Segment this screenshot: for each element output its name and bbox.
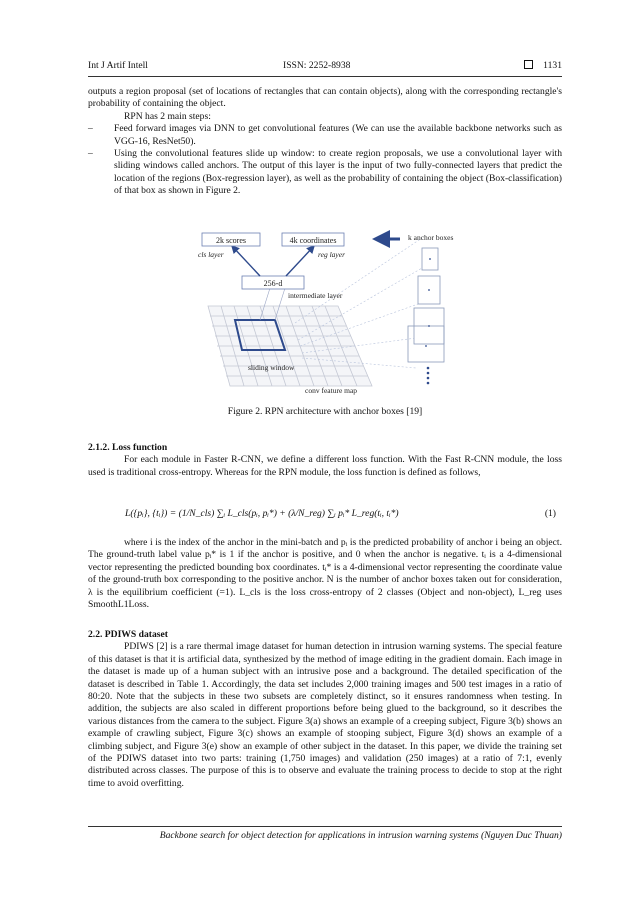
bullet-item	[88, 148, 562, 198]
section-pdiws	[88, 629, 562, 790]
intro-text	[88, 86, 562, 198]
section-loss-function	[88, 442, 562, 479]
bullet-item	[88, 123, 562, 148]
journal-name: Int J Artif Intell	[88, 60, 148, 71]
running-footer: Backbone search for object detection for applications in intrusion warning systems (Nguyen Duc Thuan)	[159, 830, 562, 841]
label-reg-layer: reg layer	[318, 250, 346, 259]
footer-rule	[88, 826, 562, 827]
checkbox-icon	[524, 60, 533, 69]
label-cls-layer: cls layer	[198, 250, 224, 259]
figure-caption: Figure 2. RPN architecture with anchor boxes [19]	[227, 406, 423, 417]
label-intermediate: intermediate layer	[288, 291, 343, 300]
label-256d: 256-d	[263, 279, 283, 288]
equation-1	[125, 508, 562, 519]
label-coords: 4k coordinates	[289, 236, 337, 245]
header-rule	[88, 76, 562, 77]
conv-feature-grid	[208, 306, 372, 386]
paragraph: outputs a region proposal (set of locations of rectangles that can contain objects), along with the corresponding rectangle's probability of containing the object.	[88, 86, 562, 110]
bullet-text: Feed forward images via DNN to get convolutional features (We can use the available backbone networks such as VGG-16, ResNet50).	[114, 123, 562, 147]
section-heading: 2.2. PDIWS dataset	[88, 629, 168, 640]
anchor-boxes	[408, 248, 444, 362]
paragraph: PDIWS [2] is a rare thermal image dataset for human detection in intrusion warning systems. The special feature of this dataset is that it is artificial data, synthesized by the method of image editing in the gradient domain. Each image in the dataset is made up of a human subject with an intrusive pose and a background. The detailed specification of the dataset is described in Table 1. Accordingly, the data set includes 2,000 training images and 500 test images in a ratio of 80:20. Note that the subjects in these two subsets are completely distinct, so it ensures randomness when testing. In addition, the subjects are also scaled in different proportions before being glued to the background, so it describes the various distances from the camera to the subject. Figure 3(a) shows an example of a creeping subject, Figure 3(b) shows an example of crawling subject, Figure 3(c) shows an example of stooping subject, Figure 3(d) shows an example of a climbing subject, and Figure 3(e) show an example of other subject in the dataset. In this paper, we divide the training set of the PDIWS dataset into two parts: training (1,750 images) and validation (250 images) at a ratio of 7:1, evenly distributed across classes. The purpose of this is to observe and evaluate the training process to decide to stop at the right time to avoid overfitting.	[88, 641, 562, 789]
page-number: 1131	[543, 60, 562, 71]
paragraph: where i is the index of the anchor in the mini-batch and pᵢ is the predicted probability of anchor i being an object. The ground-truth label value pᵢ* is 1 if the anchor is positive, and 0 when the anchor is negative. tᵢ is a 4-dimensional vector representing the predicted bounding box coordinates. tᵢ* is a 4-dimensional vector representing the coordinate value of the ground-truth box corresponding to the positive anchor. N is the number of anchor boxes taken out for consideration, λ is the equilibrium coefficient (=1). L_cls is the loss cross-entropy of 2 classes (Object and non-object), L_reg uses SmoothL1Loss.	[88, 537, 562, 611]
section-heading: 2.1.2. Loss function	[88, 442, 168, 453]
ellipsis-dots	[427, 367, 430, 385]
bullet-dash: –	[88, 148, 93, 160]
paragraph: RPN has 2 main steps:	[124, 110, 211, 122]
label-sliding-window: sliding window	[248, 363, 295, 372]
bullet-text: Using the convolutional features slide up window: to create region proposals, we use a convolutional layer with sliding windows called anchors. The output of this layer is the input of two fully-connected layers that predict the location of the regions (Box-regression layer), as well as the probability of containing the object (Box-classification) of that box as shown in Figure 2.	[114, 148, 562, 197]
rpn-figure	[190, 228, 480, 398]
running-header	[88, 60, 562, 74]
paragraph: For each module in Faster R-CNN, we define a different loss function. With the Fast R-CNN module, the loss used is traditional cross-entropy. Whereas for the RPN module, the loss function is defined as follows,	[88, 454, 562, 478]
label-conv-map: conv feature map	[305, 386, 358, 395]
equation-number: (1)	[544, 508, 556, 519]
label-scores: 2k scores	[216, 236, 246, 245]
page-number-group	[524, 60, 562, 71]
issn: ISSN: 2252-8938	[283, 60, 351, 71]
equation-body: L({pᵢ}, {tᵢ}) = (1/N_cls) ∑ᵢ L_cls(pᵢ, pᵢ*) + (λ/N_reg) ∑ᵢ pᵢ* L_reg(tᵢ, tᵢ*)	[125, 508, 399, 519]
label-anchor-boxes: k anchor boxes	[408, 233, 454, 242]
equation-explanation	[88, 537, 562, 611]
bullet-dash: –	[88, 123, 93, 135]
